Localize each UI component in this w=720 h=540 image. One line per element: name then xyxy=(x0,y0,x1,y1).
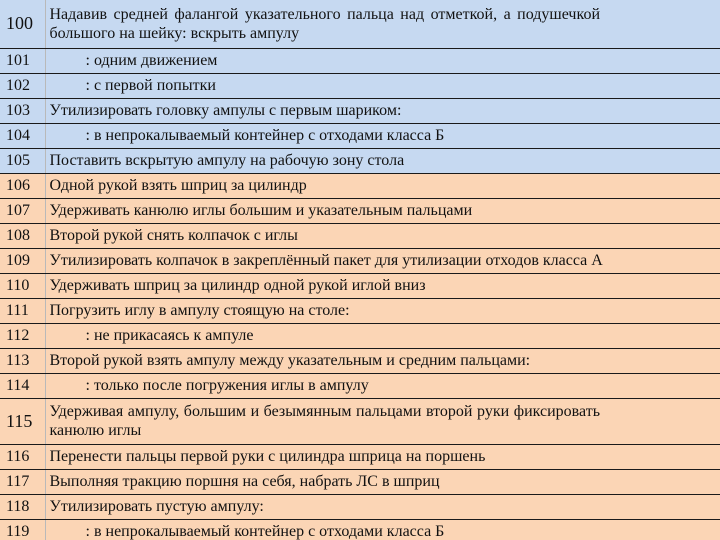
step-text: Поставить вскрытую ампулу на рабочую зону стола xyxy=(45,148,720,173)
step-text: Надавив средней фалангой указательного пальца над отметкой, а подушечкой большого на шейку: вскрыть ампулу xyxy=(45,0,720,48)
step-number: 110 xyxy=(0,273,45,298)
step-number: 105 xyxy=(0,148,45,173)
step-text: Удерживать шприц за цилиндр одной рукой иглой вниз xyxy=(45,273,720,298)
table-row xyxy=(0,444,720,469)
step-text: : в непрокалываемый контейнер с отходами класса Б xyxy=(45,123,720,148)
step-number: 107 xyxy=(0,198,45,223)
step-number: 106 xyxy=(0,173,45,198)
step-text: Второй рукой взять ампулу между указательным и средним пальцами: xyxy=(45,348,720,373)
step-text: : с первой попытки xyxy=(45,73,720,98)
step-text: Удерживать канюлю иглы большим и указательным пальцами xyxy=(45,198,720,223)
step-text: Выполняя тракцию поршня на себя, набрать ЛС в шприц xyxy=(45,469,720,494)
step-text: Утилизировать пустую ампулу: xyxy=(45,494,720,519)
step-number: 102 xyxy=(0,73,45,98)
step-number: 116 xyxy=(0,444,45,469)
step-text: Удерживая ампулу, большим и безымянным пальцами второй руки фиксировать канюлю иглы xyxy=(45,398,720,444)
step-text: Утилизировать головку ампулы с первым шариком: xyxy=(45,98,720,123)
table-row xyxy=(0,98,720,123)
step-number: 108 xyxy=(0,223,45,248)
table-row xyxy=(0,469,720,494)
table-row xyxy=(0,173,720,198)
table-row xyxy=(0,248,720,273)
table-row xyxy=(0,323,720,348)
table-row xyxy=(0,48,720,73)
step-text: Перенести пальцы первой руки с цилиндра шприца на поршень xyxy=(45,444,720,469)
step-text: : не прикасаясь к ампуле xyxy=(45,323,720,348)
step-number: 111 xyxy=(0,298,45,323)
step-number: 118 xyxy=(0,494,45,519)
step-text: : в непрокалываемый контейнер с отходами класса Б xyxy=(45,519,720,540)
step-number: 119 xyxy=(0,519,45,540)
table-row xyxy=(0,398,720,444)
step-text: Утилизировать колпачок в закреплённый пакет для утилизации отходов класса А xyxy=(45,248,720,273)
table-row xyxy=(0,298,720,323)
table-row xyxy=(0,519,720,540)
table-row xyxy=(0,348,720,373)
table-row xyxy=(0,148,720,173)
step-number: 109 xyxy=(0,248,45,273)
table-row xyxy=(0,494,720,519)
table-row xyxy=(0,273,720,298)
step-number: 104 xyxy=(0,123,45,148)
table-row xyxy=(0,198,720,223)
step-text: Одной рукой взять шприц за цилиндр xyxy=(45,173,720,198)
table-row xyxy=(0,223,720,248)
step-number: 113 xyxy=(0,348,45,373)
step-number: 100 xyxy=(0,0,45,48)
step-text: Второй рукой снять колпачок с иглы xyxy=(45,223,720,248)
step-text: : только после погружения иглы в ампулу xyxy=(45,373,720,398)
step-number: 112 xyxy=(0,323,45,348)
table-row xyxy=(0,373,720,398)
table-row xyxy=(0,73,720,98)
table-row xyxy=(0,0,720,48)
step-text: : одним движением xyxy=(45,48,720,73)
step-number: 117 xyxy=(0,469,45,494)
step-number: 114 xyxy=(0,373,45,398)
step-number: 101 xyxy=(0,48,45,73)
step-number: 103 xyxy=(0,98,45,123)
step-number: 115 xyxy=(0,398,45,444)
table-row xyxy=(0,123,720,148)
step-text: Погрузить иглу в ампулу стоящую на столе: xyxy=(45,298,720,323)
